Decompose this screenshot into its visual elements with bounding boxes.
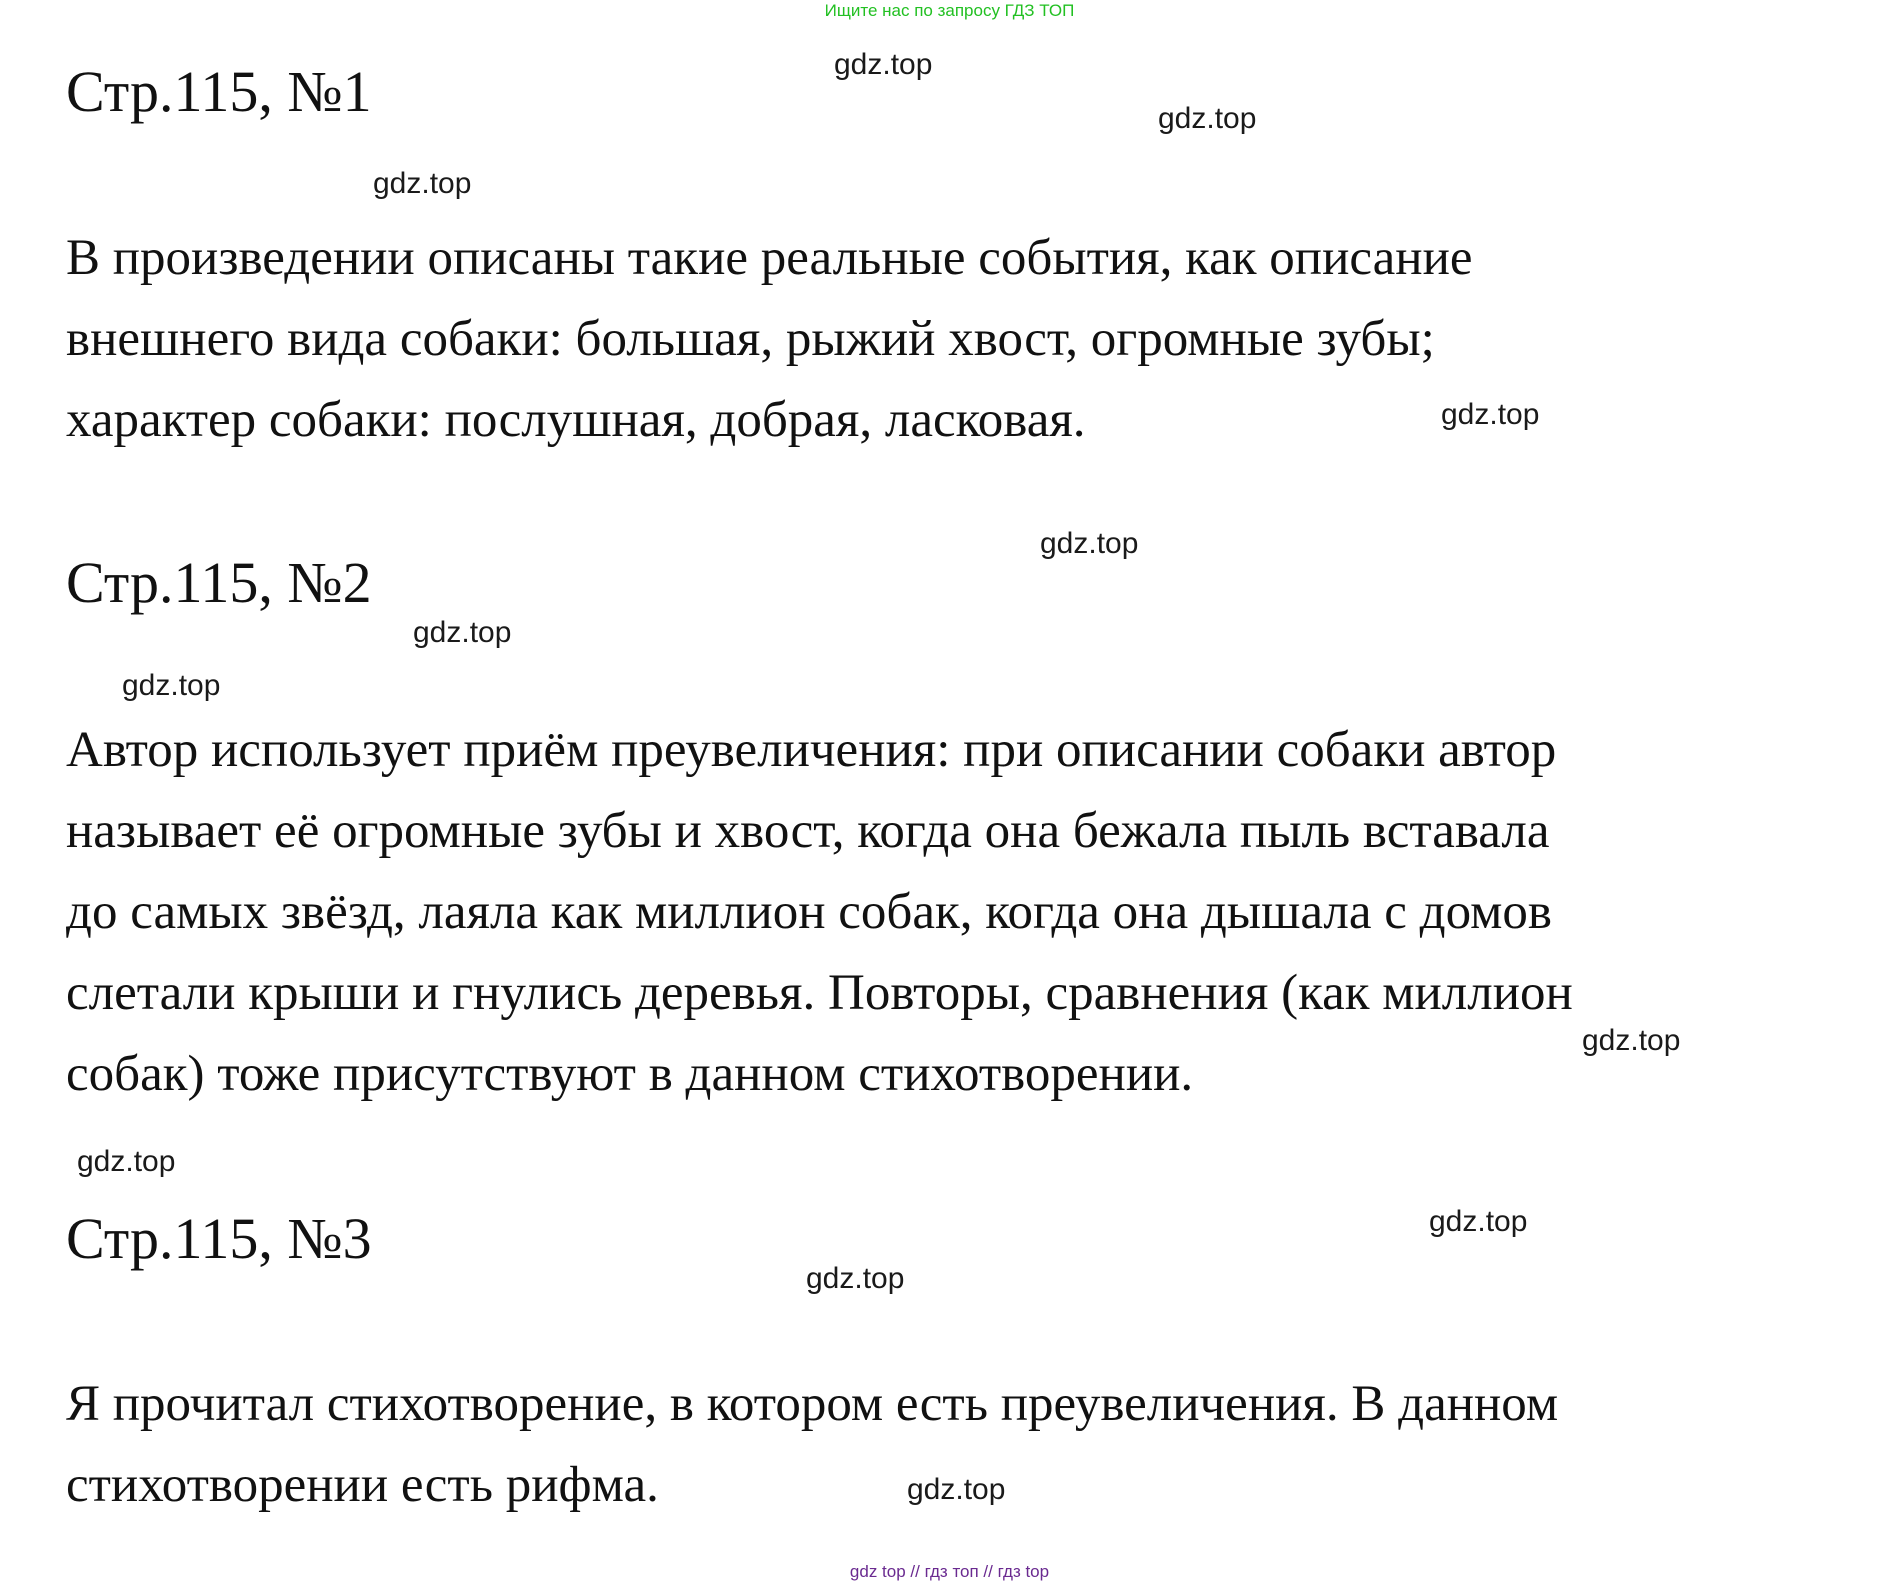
watermark: gdz.top <box>1582 1024 1681 1057</box>
section-1-text <box>66 218 1846 461</box>
watermark: gdz.top <box>1441 398 1540 431</box>
watermark: gdz.top <box>373 167 472 200</box>
text-line: слетали крыши и гнулись деревья. Повторы, сравнения (как миллион <box>66 965 1573 1021</box>
watermark: gdz.top <box>1158 102 1257 135</box>
watermark: gdz.top <box>1429 1205 1528 1238</box>
text-line: собак) тоже присутствуют в данном стихотворении. <box>66 1046 1194 1102</box>
text-line: Я прочитал стихотворение, в котором есть преувеличения. В данном <box>66 1376 1559 1432</box>
watermark: gdz.top <box>1040 527 1139 560</box>
footer-links: gdz top // гдз топ // гдз top <box>849 1562 1050 1581</box>
watermark: gdz.top <box>77 1145 176 1178</box>
text-line: до самых звёзд, лаяла как миллион собак, когда она дышала с домов <box>66 884 1552 940</box>
text-line: называет её огромные зубы и хвост, когда она бежала пыль вставала <box>66 803 1550 859</box>
section-2-heading: Стр.115, №2 <box>66 550 372 615</box>
section-2-text <box>66 710 1846 1115</box>
top-banner: Ищите нас по запросу ГДЗ ТОП <box>824 1 1075 20</box>
text-line: В произведении описаны такие реальные события, как описание <box>66 230 1473 286</box>
text-line: стихотворении есть рифма. <box>66 1457 659 1513</box>
section-1-heading: Стр.115, №1 <box>66 59 372 124</box>
section-3-heading: Стр.115, №3 <box>66 1206 372 1271</box>
watermark: gdz.top <box>122 669 221 702</box>
watermark: gdz.top <box>907 1473 1006 1506</box>
watermark: gdz.top <box>834 48 933 81</box>
text-line: Автор использует приём преувеличения: при описании собаки автор <box>66 722 1557 778</box>
text-line: характер собаки: послушная, добрая, ласковая. <box>66 392 1086 448</box>
text-line: внешнего вида собаки: большая, рыжий хвост, огромные зубы; <box>66 311 1435 367</box>
watermark: gdz.top <box>413 616 512 649</box>
watermark: gdz.top <box>806 1262 905 1295</box>
